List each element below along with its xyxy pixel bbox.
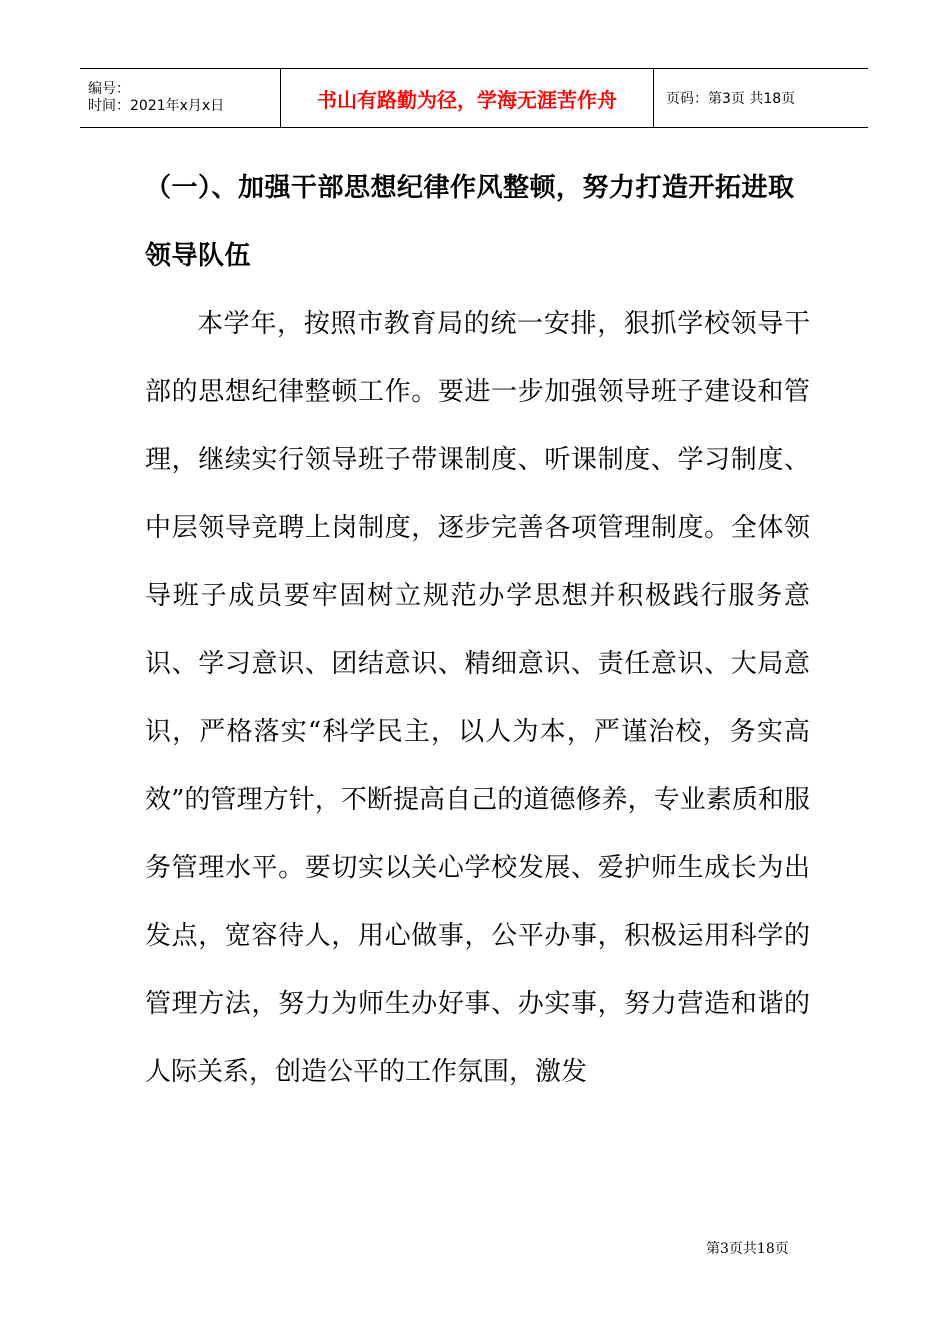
header-page-cell [654, 69, 868, 127]
footer-page-number: 第3页共18页 [706, 1241, 789, 1257]
document-body [145, 154, 810, 1106]
header-meta-cell [80, 69, 281, 127]
header-page-number: 页码：第3页 共18页 [666, 91, 796, 107]
header-motto: 书山有路勤为径，学海无涯苦作舟 [317, 87, 617, 112]
header-motto-cell [281, 69, 654, 127]
document-time-label: 时间：2021年x月x日 [88, 98, 225, 114]
section-heading: （一）、加强干部思想纪律作风整顿，努力打造开拓进取领导队伍 [145, 173, 795, 271]
body-paragraph: 本学年，按照市教育局的统一安排，狠抓学校领导干部的思想纪律整顿工作。要进一步加强领导班子建设和管理，继续实行领导班子带课制度、听课制度、学习制度、中层领导竞聘上岗制度，逐步完善各项管理制度。全体领导班子成员要牢固树立规范办学思想并积极践行服务意识、学习意识、团结意识、精细意识、责任意识、大局意识，严格落实“科学民主，以人为本，严谨治校，务实高效”的管理方针，不断提高自己的道德修养，专业素质和服务管理水平。要切实以关心学校发展、爱护师生成长为出发点，宽容待人，用心做事，公平办事，积极运用科学的管理方法，努力为师生办好事、办实事，努力营造和谐的人际关系，创造公平的工作氛围，激发 [145, 309, 810, 1087]
document-header [80, 68, 868, 128]
document-number-label: 编号： [88, 81, 130, 97]
